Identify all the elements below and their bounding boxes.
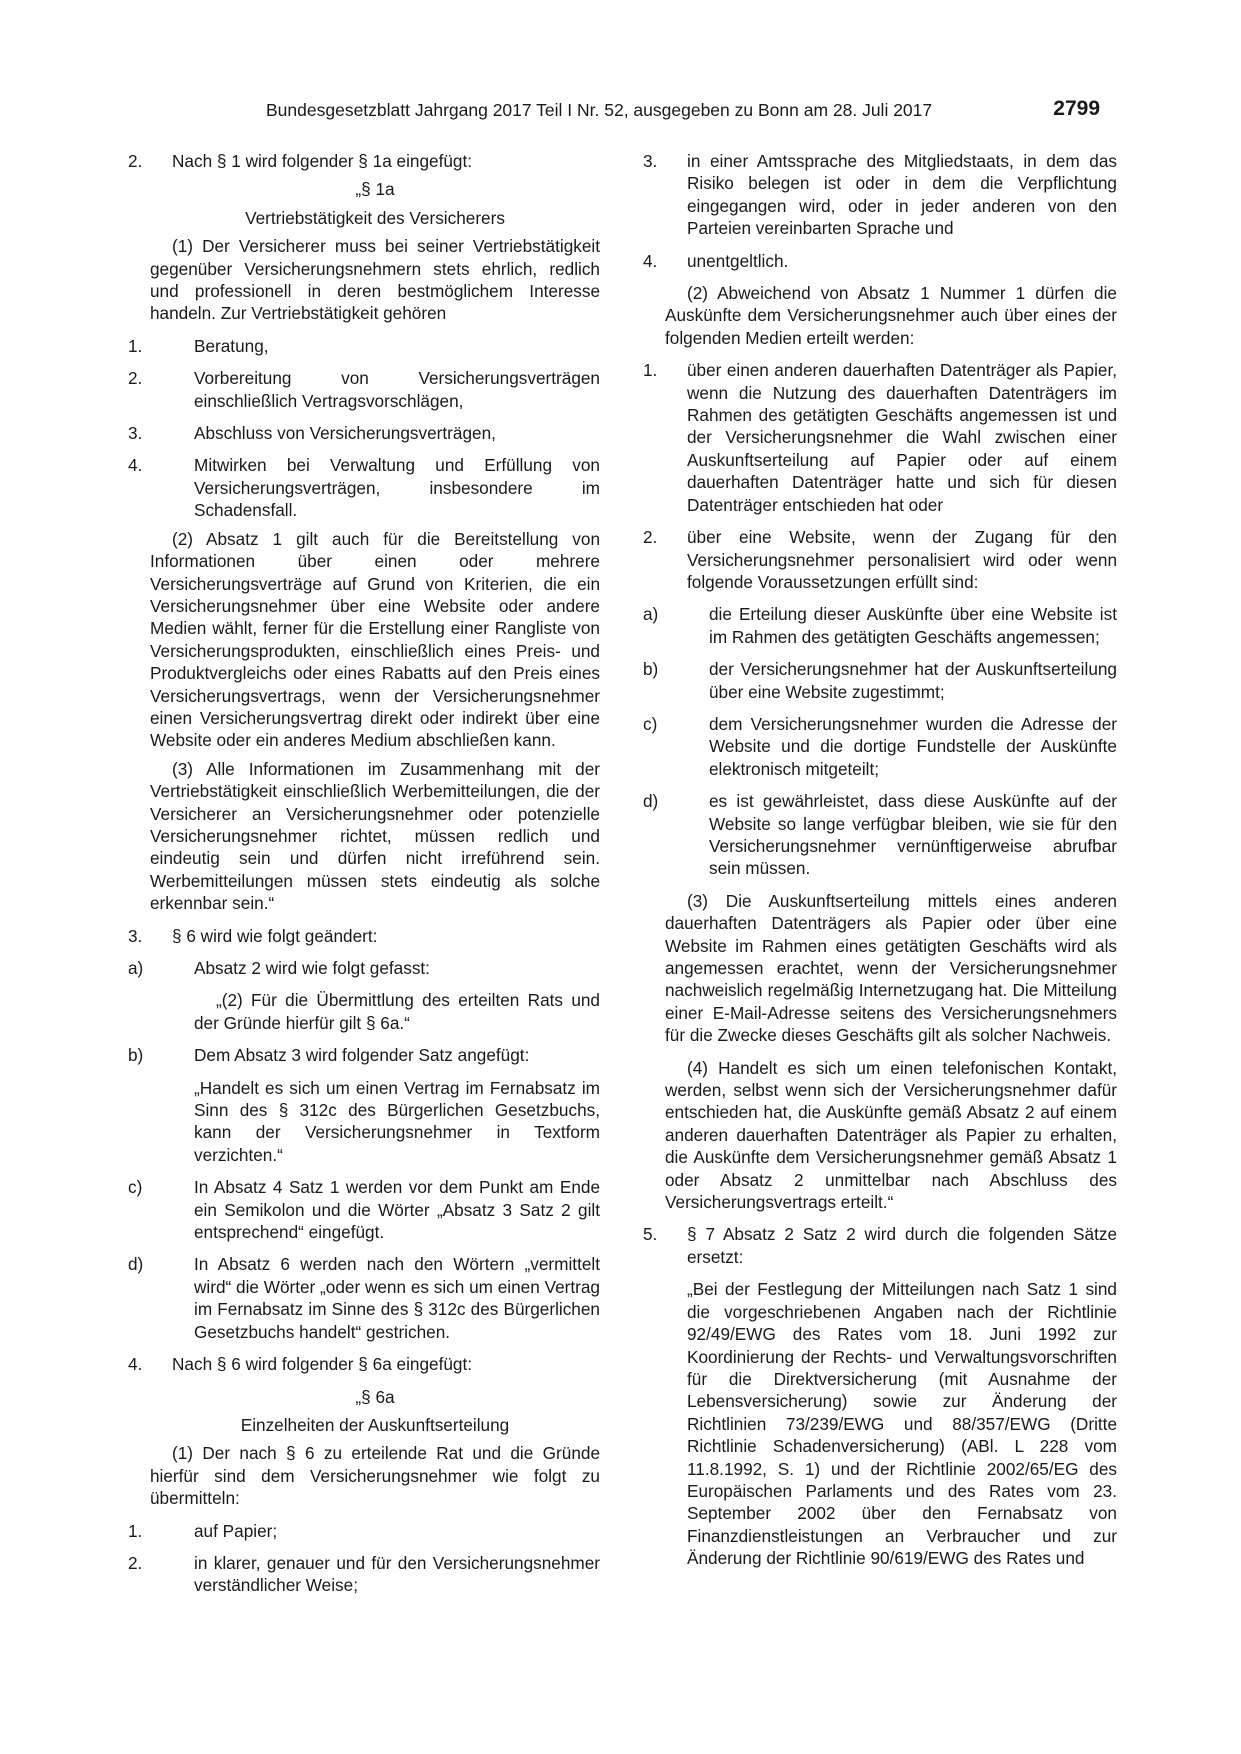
list-item bbox=[643, 603, 1117, 648]
section-title: Einzelheiten der Auskunftserteilung bbox=[240, 1414, 510, 1435]
list-item bbox=[643, 150, 1117, 240]
item-text: der Versicherungsnehmer hat der Auskunftserteilung über eine Website zugestimmt; bbox=[709, 659, 1117, 702]
paragraph: (1) Der nach § 6 zu erteilende Rat und die Gründe hierfür sind dem Versicherungsnehmer wie folgt zu übermitteln: bbox=[150, 1443, 600, 1509]
list-item bbox=[128, 1044, 600, 1066]
list-item bbox=[643, 359, 1117, 516]
list-item bbox=[128, 1253, 600, 1343]
item-text: Mitwirken bei Verwaltung und Erfüllung von Versicherungsverträgen, insbesondere im Schadensfall. bbox=[194, 455, 600, 521]
item-number: 1. bbox=[643, 360, 658, 381]
item-number: c) bbox=[643, 713, 658, 734]
item-text: in klarer, genauer und für den Versicherungsnehmer verständlicher Weise; bbox=[194, 1552, 600, 1596]
item-text: in einer Amtssprache des Mitgliedstaats, in dem das Risiko belegen ist oder in dem die Verpflichtung eingegangen wird, oder in jeder anderen von den Parteien vereinbarten Sprache und bbox=[687, 151, 1117, 239]
item-number: 4. bbox=[643, 250, 658, 271]
section-heading: „§ 1a bbox=[355, 179, 395, 200]
item-number: 3. bbox=[128, 423, 143, 444]
item-number: 2. bbox=[128, 1552, 143, 1573]
paragraph: (3) Die Auskunftserteilung mittels eines anderen dauerhaften Datenträgers als Papier oder über eine Website im Rahmen eines getätigten Geschäfts wird als angemessen erachtet, wenn der Versicherungsnehmer nachweislich regelmäßig Internetzugang hat. Die Mitteilung einer E-Mail-Adresse seitens des Versicherungsnehmers für die Zwecke dieses Geschäfts gilt als solcher Nachweis. bbox=[665, 890, 1117, 1046]
header-title: Bundesgesetzblatt Jahrgang 2017 Teil I Nr. 52, ausgegeben zu Bonn am 28. Juli 2017 bbox=[266, 100, 933, 120]
list-item bbox=[128, 957, 600, 979]
item-text: Vorbereitung von Versicherungsverträgen einschließlich Vertragsvorschlägen, bbox=[194, 368, 600, 411]
list-item bbox=[643, 526, 1117, 593]
item-number: 4. bbox=[128, 455, 143, 476]
paragraph: (2) Absatz 1 gilt auch für die Bereitstellung von Informationen über einen oder mehrere Versicherungsverträge auf Grund von Kriterien, die ein Versicherungsnehmer über eine Website oder andere Medien wählt, ferner für die Erstellung einer Rangliste von Versicherungsprodukten, einschließlich eines Preis- und Produktvergleichs oder eines Rabatts auf den Preis eines Versicherungsvertrags, wenn der Versicherungsnehmer einen Versicherungsvertrag direkt oder indirekt über eine Website oder ein anderes Medium abschließen kann. bbox=[150, 528, 600, 751]
quote: „(2) Für die Übermittlung des erteilten Rats und der Gründe hierfür gilt § 6a.“ bbox=[194, 990, 600, 1033]
list-item bbox=[643, 713, 1117, 780]
list-item bbox=[643, 658, 1117, 703]
list-item bbox=[643, 1223, 1117, 1268]
item-number: 3. bbox=[643, 151, 658, 171]
item-text: dem Versicherungsnehmer wurden die Adresse der Website und die dortige Fundstelle der Auskünfte elektronisch mitgeteilt; bbox=[709, 713, 1117, 779]
item-text: § 7 Absatz 2 Satz 2 wird durch die folgenden Sätze ersetzt: bbox=[687, 1224, 1117, 1267]
section-heading: „§ 6a bbox=[355, 1386, 395, 1407]
item-number: c) bbox=[128, 1177, 143, 1198]
item-number: 2. bbox=[128, 368, 143, 389]
paragraph: (1) Der Versicherer muss bei seiner Vertriebstätigkeit gegenüber Versicherungsnehmern stets ehrlich, redlich und professionell in deren bestmöglichem Interesse handeln. Zur Vertriebstätigkeit gehören bbox=[150, 236, 600, 324]
item-text: es ist gewährleistet, dass diese Auskünfte auf der Website so lange verfügbar bleiben, wie sie für den Versicherungsnehmer vernünftigerweise abrufbar sein müssen. bbox=[709, 791, 1117, 879]
item-text: In Absatz 6 werden nach den Wörtern „vermittelt wird“ die Wörter „oder wenn es sich um einen Vertrag im Fernabsatz im Sinne des § 312c des Bürgerlichen Gesetzbuchs handelt“ gestrichen. bbox=[194, 1254, 600, 1342]
item-text: auf Papier; bbox=[194, 1520, 278, 1541]
item-number: 5. bbox=[643, 1224, 658, 1245]
list-item bbox=[128, 1520, 600, 1542]
list-item bbox=[128, 1552, 600, 1597]
item-text: über einen anderen dauerhaften Datenträger als Papier, wenn die Nutzung des dauerhaften Datenträgers im Rahmen des getätigten Geschäfts angemessen ist und der Versicherungsnehmer die Wahl zwischen einer Auskunftserteilung auf Papier oder auf einem dauerhaften Datenträger hatte und sich für diesen Datenträger entschieden hat oder bbox=[687, 360, 1117, 515]
list-item bbox=[128, 1353, 600, 1375]
paragraph: (2) Abweichend von Absatz 1 Nummer 1 dürfen die Auskünfte dem Versicherungsnehmer auch über eines der folgenden Medien erteilt werden: bbox=[665, 283, 1117, 348]
item-text: Nach § 1 wird folgender § 1a eingefügt: bbox=[172, 151, 473, 171]
item-text: die Erteilung dieser Auskünfte über eine Website ist im Rahmen des getätigten Geschäfts angemessen; bbox=[709, 604, 1117, 647]
list-item bbox=[128, 422, 600, 444]
list-item bbox=[128, 454, 600, 521]
list-item bbox=[128, 335, 600, 357]
list-item bbox=[128, 1176, 600, 1243]
page-number: 2799 bbox=[1053, 97, 1100, 120]
page-header bbox=[140, 97, 1100, 130]
left-column bbox=[128, 150, 600, 1597]
list-item bbox=[128, 367, 600, 412]
item-number: d) bbox=[128, 1254, 144, 1275]
item-number: d) bbox=[643, 791, 659, 812]
item-text: über eine Website, wenn der Zugang für den Versicherungsnehmer personalisiert wird oder wenn folgende Voraussetzungen erfüllt sind: bbox=[687, 527, 1117, 592]
item-text: Dem Absatz 3 wird folgender Satz angefügt: bbox=[194, 1045, 530, 1066]
item-text: Nach § 6 wird folgender § 6a eingefügt: bbox=[172, 1354, 473, 1375]
item-text: In Absatz 4 Satz 1 werden vor dem Punkt am Ende ein Semikolon und die Wörter „Absatz 3 Satz 2 gilt entsprechend“ eingefügt. bbox=[194, 1177, 600, 1243]
item-text: Beratung, bbox=[194, 335, 269, 356]
item-text: Abschluss von Versicherungsverträgen, bbox=[194, 423, 496, 444]
list-item bbox=[643, 250, 1117, 272]
item-number: b) bbox=[643, 659, 659, 680]
right-column bbox=[643, 150, 1117, 1570]
section-title: Vertriebstätigkeit des Versicherers bbox=[245, 207, 505, 228]
item-number: 4. bbox=[128, 1354, 143, 1375]
list-item bbox=[128, 925, 600, 947]
item-number: a) bbox=[128, 958, 144, 978]
item-text: § 6 wird wie folgt geändert: bbox=[172, 925, 378, 946]
item-number: a) bbox=[643, 604, 659, 625]
item-number: 2. bbox=[128, 151, 143, 171]
item-number: b) bbox=[128, 1045, 144, 1066]
quote: „Bei der Festlegung der Mitteilungen nach Satz 1 sind die vorgeschriebenen Angaben nach der Richtlinie 92/49/EWG des Rates vom 18. Juni 1992 zur Koordinierung der Rechts- und Verwaltungsvorschriften für die Direktversicherung (mit Ausnahme der Lebensversicherung) sowie zur Änderung der Richtlinien 73/239/EWG und 88/357/EWG (Dritte Richtlinie Schadenversicherung) (ABl. L 228 vom 11.8.1992, S. 1) und der Richtlinie 2002/65/EG des Europäischen Parlaments und des Rates vom 23. September 2002 über den Fernabsatz von Finanzdienstleistungen an Verbraucher und zur Änderung der Richtlinie 90/619/EWG des Rates und bbox=[687, 1279, 1117, 1569]
paragraph: (4) Handelt es sich um einen telefonischen Kontakt, werden, selbst wenn sich der Versicherungsnehmer dafür entschieden hat, die Auskünfte gemäß Absatz 2 auf einem anderen dauerhaften Datenträger als Papier zu erhalten, die Auskünfte dem Versicherungsnehmer gemäß Absatz 1 oder Absatz 2 unmittelbar nach Abschluss des Versicherungsvertrags erteilt.“ bbox=[665, 1057, 1117, 1213]
item-number: 1. bbox=[128, 1520, 143, 1541]
item-text: Absatz 2 wird wie folgt gefasst: bbox=[194, 958, 430, 978]
list-item bbox=[643, 790, 1117, 880]
item-text: unentgeltlich. bbox=[687, 250, 789, 271]
paragraph: (3) Alle Informationen im Zusammenhang mit der Vertriebstätigkeit einschließlich Werbemitteilungen, die der Versicherer an Versicherungsnehmer oder potenzielle Versicherungsnehmer richtet, müssen redlich und eindeutig sein und dürfen nicht irreführend sein. Werbemitteilungen müssen stets eindeutig als solche erkennbar sein.“ bbox=[150, 758, 600, 914]
item-number: 3. bbox=[128, 925, 143, 946]
item-number: 2. bbox=[643, 527, 658, 548]
quote: „Handelt es sich um einen Vertrag im Fernabsatz im Sinn des § 312c des Bürgerlichen Gesetzbuchs, kann der Versicherungsnehmer in Textform verzichten.“ bbox=[194, 1077, 600, 1165]
list-item bbox=[128, 150, 600, 172]
item-number: 1. bbox=[128, 335, 143, 356]
